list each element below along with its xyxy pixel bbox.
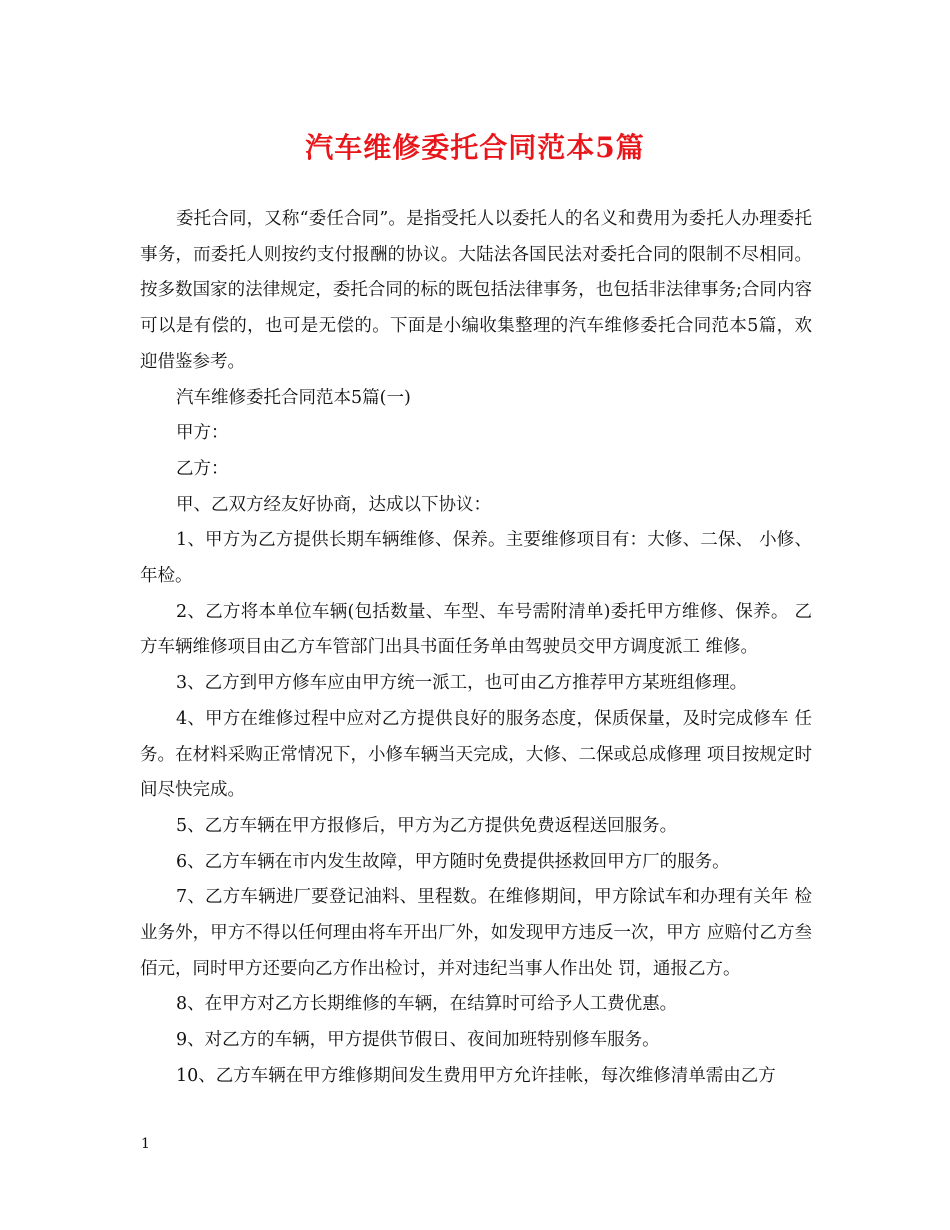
- clause-8: 8、在甲方对乙方长期维修的车辆，在结算时可给予人工费优惠。: [176, 994, 678, 1015]
- clause-3: 3、乙方到甲方修车应由甲方统一派工，也可由乙方推荐甲方某班组修理。: [176, 673, 748, 694]
- clause-5: 5、乙方车辆在甲方报修后，甲方为乙方提供免费返程送回服务。: [176, 815, 678, 836]
- page-number: 1: [141, 1136, 150, 1152]
- clause-2: 2、乙方将本单位车辆(包括数量、车型、车号需附清单)委托甲方维修、保养。 乙方车辆维修项目由乙方车管部门出具书面任务单由驾驶员交甲方调度派工 维修。: [140, 601, 812, 658]
- party-b-line: 乙方：: [176, 458, 229, 479]
- intro-paragraph: 委托合同，又称“委任合同”。是指受托人以委托人的名义和费用为委托人办理委托事务，而委托人则按约支付报酬的协议。大陆法各国民法对委托合同的限制不尽相同。按多数国家的法律规定，委托合同的标的既包括法律事务，也包括非法律事务;合同内容可以是有偿的，也可是无偿的。下面是小编收集整理的汽车维修委托合同范本5篇，欢迎借鉴参考。: [140, 209, 812, 372]
- document-body: [140, 202, 812, 1095]
- clause-7: 7、乙方车辆进厂要登记油料、里程数。在维修期间，甲方除试车和办理有关年 检业务外，甲方不得以任何理由将车开出厂外，如发现甲方违反一次，甲方 应赔付乙方叁佰元，同时甲方还要向乙方作出检讨，并对违纪当事人作出处 罚，通报乙方。: [140, 887, 812, 979]
- clause-9: 9、对乙方的车辆，甲方提供节假日、夜间加班特别修车服务。: [176, 1030, 660, 1051]
- agreement-preamble: 甲、乙双方经友好协商，达成以下协议：: [176, 494, 491, 515]
- section-heading: 汽车维修委托合同范本5篇(一): [176, 387, 411, 408]
- document-title: 汽车维修委托合同范本5篇: [305, 131, 645, 164]
- clause-6: 6、乙方车辆在市内发生故障，甲方随时免费提供拯救回甲方厂的服务。: [176, 851, 730, 872]
- party-a-line: 甲方：: [176, 423, 229, 444]
- clause-10: 10、乙方车辆在甲方维修期间发生费用甲方允许挂帐，每次维修清单需由乙方: [176, 1065, 776, 1086]
- clause-4: 4、甲方在维修过程中应对乙方提供良好的服务态度，保质保量，及时完成修车 任务。在材料采购正常情况下，小修车辆当天完成，大修、二保或总成修理 项目按规定时间尽快完成。: [140, 708, 812, 801]
- clause-1: 1、甲方为乙方提供长期车辆维修、保养。主要维修项目有：大修、二保、 小修、年检。: [140, 530, 812, 587]
